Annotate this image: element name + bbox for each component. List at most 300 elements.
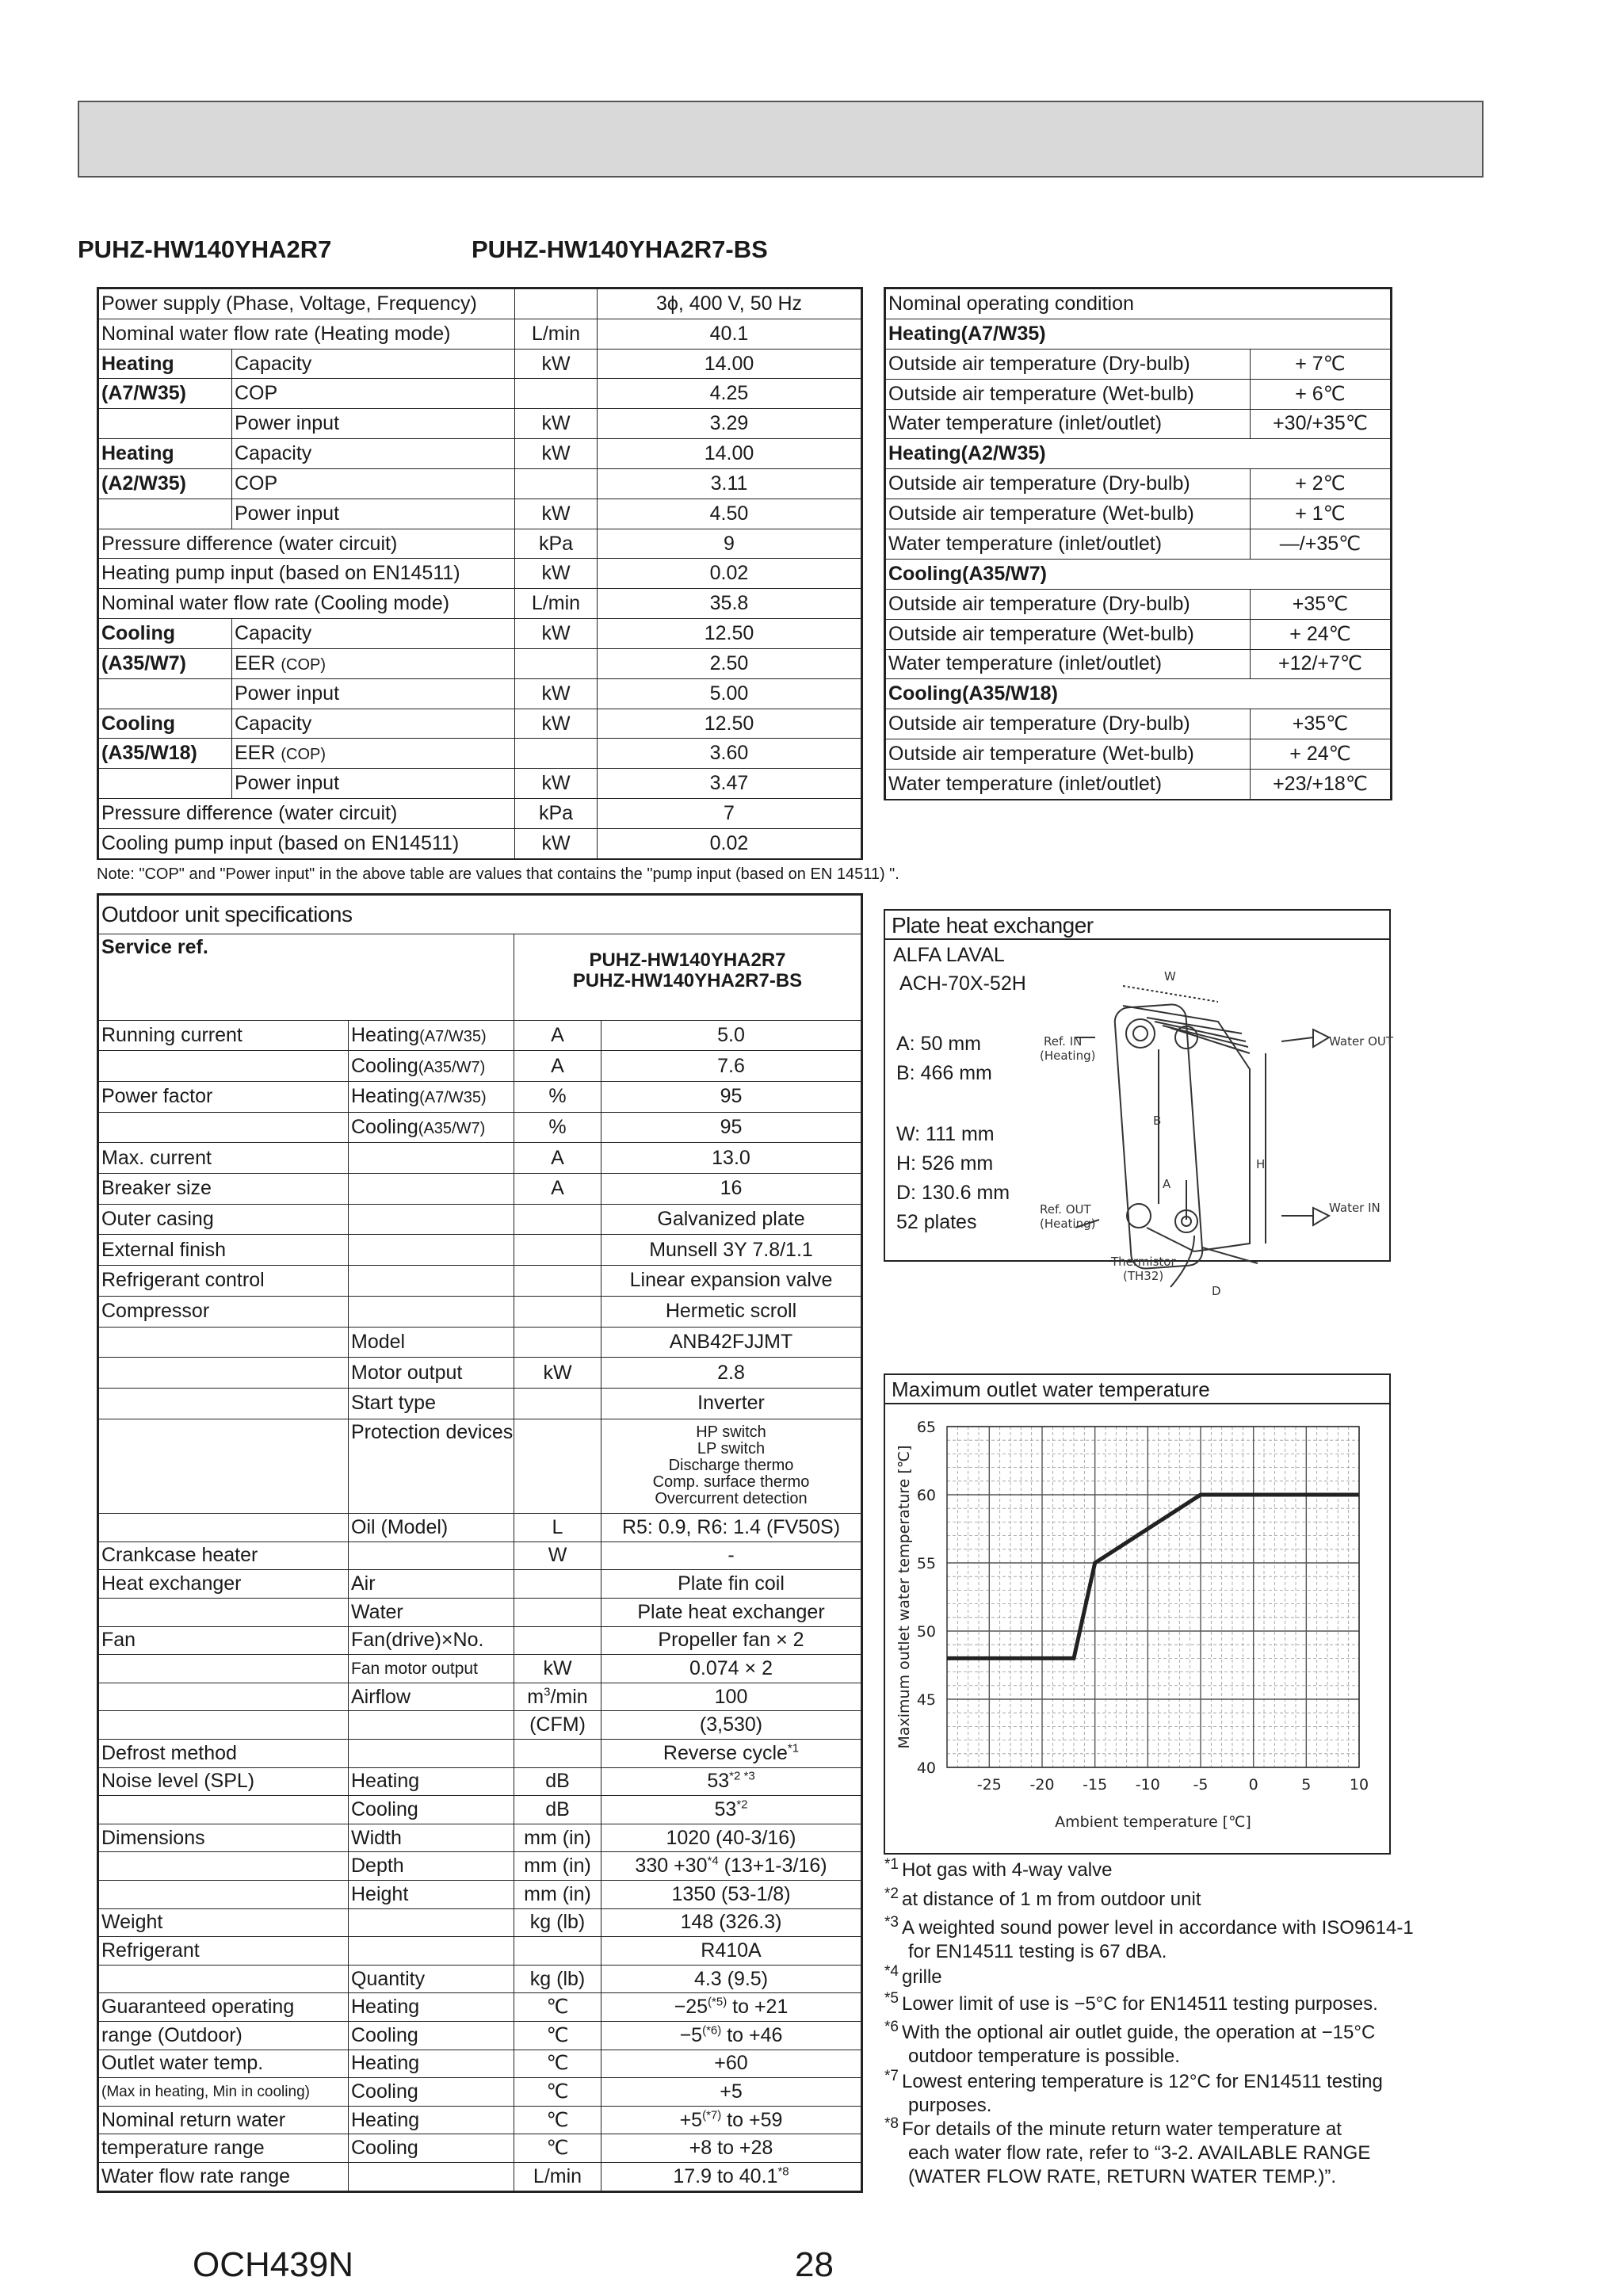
phe-label-h: H (1256, 1157, 1266, 1171)
nominal-row (886, 770, 1391, 800)
perf-sub: Power input (232, 678, 515, 709)
outdoor-subitem (349, 1204, 514, 1235)
perf-group (99, 499, 232, 529)
y-tick-label: 60 (916, 1487, 936, 1504)
outdoor-row (99, 1824, 861, 1852)
outdoor-row (99, 1739, 861, 1767)
outdoor-subitem: Cooling (349, 2022, 514, 2050)
outdoor-value: +8 to +28 (601, 2134, 861, 2163)
perf-sub: Power input (232, 769, 515, 799)
x-tick-label: -15 (1083, 1776, 1108, 1794)
outdoor-subitem: Heating (349, 1767, 514, 1796)
footnote-text: each water flow rate, refer to “3-2. AVAILABLE RANGE (908, 2142, 1371, 2164)
nominal-heading: Cooling(A35/W7) (886, 559, 1391, 589)
perf-label: Pressure difference (water circuit) (99, 529, 515, 559)
perf-unit: kW (515, 619, 598, 649)
footnote (884, 2115, 1439, 2189)
outdoor-subitem (349, 1143, 514, 1174)
x-axis-label: Ambient temperature [℃] (1055, 1813, 1251, 1831)
perf-value: 5.00 (598, 678, 861, 709)
outdoor-row (99, 1881, 861, 1909)
outdoor-value: 4.3 (9.5) (601, 1965, 861, 1993)
x-tick-label: 5 (1301, 1776, 1312, 1794)
outdoor-subitem (349, 1266, 514, 1297)
outdoor-item (99, 1327, 349, 1358)
perf-value: 3.29 (598, 409, 861, 439)
phe-dim: D: 130.6 mm (896, 1182, 1010, 1204)
outdoor-value: Plate fin coil (601, 1570, 861, 1599)
footnote-text: purposes. (908, 2095, 992, 2116)
footnote-text: Hot gas with 4-way valve (901, 1859, 1113, 1881)
nominal-row (886, 439, 1391, 469)
footnote-text: With the optional air outlet guide, the operation at −15°C (901, 2022, 1376, 2043)
nominal-label: Outside air temperature (Wet-bulb) (886, 379, 1251, 409)
perf-row (99, 739, 861, 769)
phe-label-w: W (1164, 969, 1176, 984)
outdoor-item: Outlet water temp. (99, 2050, 349, 2078)
perf-row (99, 499, 861, 529)
perf-row (99, 828, 861, 858)
outdoor-value: Plate heat exchanger (601, 1598, 861, 1626)
outdoor-value: 13.0 (601, 1143, 861, 1174)
protection-item: LP switch (697, 1440, 766, 1458)
outdoor-unit: ℃ (514, 2106, 601, 2134)
outdoor-row (99, 1626, 861, 1655)
outdoor-row (99, 1174, 861, 1205)
outdoor-subitem: Water (349, 1598, 514, 1626)
outdoor-row (99, 1388, 861, 1419)
outdoor-item: Fan (99, 1626, 349, 1655)
footnote-text: For details of the minute return water temperature at (901, 2118, 1342, 2140)
outdoor-value: (3,530) (601, 1711, 861, 1740)
outdoor-subitem (349, 1711, 514, 1740)
outdoor-item (99, 1598, 349, 1626)
perf-unit: kW (515, 828, 598, 858)
perf-unit: L/min (515, 319, 598, 349)
perf-row (99, 589, 861, 619)
outdoor-row (99, 1358, 861, 1389)
phe-dim: H: 526 mm (896, 1152, 994, 1175)
phe-heating-1: (Heating) (1040, 1049, 1096, 1063)
outdoor-subitem (349, 1937, 514, 1966)
outdoor-item (99, 1965, 349, 1993)
perf-row (99, 559, 861, 589)
outdoor-value: $-5^{(*6)}$ to +46 (601, 2022, 861, 2050)
footnote-text: at distance of 1 m from outdoor unit (901, 1889, 1201, 1910)
outdoor-unit: A (514, 1143, 601, 1174)
perf-unit (515, 289, 598, 319)
outdoor-subitem: Cooling (349, 2134, 514, 2163)
phe-water-out: Water OUT (1329, 1034, 1394, 1049)
outdoor-value: R5: 0.9, R6: 1.4 (FV50S) (601, 1514, 861, 1542)
outdoor-value: Hermetic scroll (601, 1296, 861, 1327)
protection-item: Discharge thermo (668, 1457, 794, 1475)
outdoor-row (99, 1020, 861, 1051)
y-tick-label: 65 (916, 1419, 936, 1436)
nominal-row (886, 589, 1391, 619)
footnote-text: for EN14511 testing is 67 dBA. (908, 1941, 1167, 1962)
outdoor-unit: kW (514, 1358, 601, 1389)
outdoor-item (99, 1711, 349, 1740)
footnote-text: grille (901, 1966, 942, 1988)
perf-value: 3.60 (598, 739, 861, 769)
outdoor-subitem: Heating (349, 2106, 514, 2134)
outdoor-value: +5 (601, 2078, 861, 2107)
outdoor-row (99, 1419, 861, 1513)
perf-unit (515, 379, 598, 409)
outdoor-row (99, 2078, 861, 2107)
outdoor-unit: ℃ (514, 1993, 601, 2022)
outdoor-unit (514, 1204, 601, 1235)
outdoor-unit (514, 1327, 601, 1358)
perf-label: Pressure difference (water circuit) (99, 799, 515, 829)
footnote-mark: *5 (884, 1990, 899, 2007)
outdoor-item (99, 1419, 349, 1513)
outdoor-item: Crankcase heater (99, 1541, 349, 1570)
footnote (884, 2021, 1439, 2069)
outdoor-row (99, 2050, 861, 2078)
outdoor-item (99, 1655, 349, 1683)
nominal-value: +23/+18℃ (1251, 770, 1391, 800)
footnote-text: outdoor temperature is possible. (908, 2046, 1180, 2067)
nominal-label: Water temperature (inlet/outlet) (886, 529, 1251, 560)
performance-table (97, 287, 863, 860)
nominal-heading: Cooling(A35/W18) (886, 679, 1391, 709)
perf-unit: kW (515, 439, 598, 469)
perf-value: 4.25 (598, 379, 861, 409)
nominal-condition-table (884, 287, 1392, 800)
protection-item: HP switch (696, 1423, 766, 1442)
outdoor-value: ANB42FJJMT (601, 1327, 861, 1358)
footnote-mark: *1 (884, 1856, 899, 1873)
outdoor-subitem (349, 1908, 514, 1937)
outdoor-unit: ℃ (514, 2078, 601, 2107)
outdoor-row (99, 1852, 861, 1881)
outdoor-spec-table (97, 893, 863, 2193)
phe-dim: A: 50 mm (896, 1033, 981, 1055)
outdoor-item (99, 1388, 349, 1419)
outdoor-unit: mm (in) (514, 1881, 601, 1909)
service-ref-a: PUHZ-HW140YHA2R7 (589, 949, 786, 972)
outdoor-subitem: Air (349, 1570, 514, 1599)
outdoor-row (99, 1143, 861, 1174)
outdoor-value: 95 (601, 1081, 861, 1112)
outdoor-row (99, 1296, 861, 1327)
footnote-text: A weighted sound power level in accordance with ISO9614-1 (901, 1917, 1414, 1939)
perf-group: (A7/W35) (99, 379, 232, 409)
outdoor-value: 0.074 × 2 (601, 1655, 861, 1683)
outdoor-value: 53$^{*2}$ (601, 1796, 861, 1824)
perf-group (99, 409, 232, 439)
nominal-value: —/+35℃ (1251, 529, 1391, 560)
outdoor-item: Nominal return water (99, 2106, 349, 2134)
perf-value: 0.02 (598, 828, 861, 858)
footnote (884, 1916, 1439, 1964)
outdoor-row (99, 1051, 861, 1082)
phe-ref-out: Ref. OUT (1040, 1202, 1091, 1217)
perf-unit: kW (515, 769, 598, 799)
model-title-b: PUHZ-HW140YHA2R7-BS (472, 235, 768, 263)
outdoor-unit: A (514, 1051, 601, 1082)
perf-label: Nominal water flow rate (Cooling mode) (99, 589, 515, 619)
outdoor-value: 5.0 (601, 1020, 861, 1051)
perf-label: Power supply (Phase, Voltage, Frequency) (99, 289, 515, 319)
doc-number: OCH439N (193, 2245, 353, 2284)
outdoor-subitem: Cooling(A35/W7) (349, 1051, 514, 1082)
y-tick-label: 40 (916, 1759, 936, 1777)
outdoor-subitem: Height (349, 1881, 514, 1909)
outdoor-row (99, 1266, 861, 1297)
outdoor-subitem: Width (349, 1824, 514, 1852)
outdoor-subitem (349, 1174, 514, 1205)
phe-model: ACH-70X-52H (899, 972, 1026, 995)
perf-value: 40.1 (598, 319, 861, 349)
outdoor-item: Compressor (99, 1296, 349, 1327)
outdoor-row (99, 1711, 861, 1740)
perf-group: Cooling (99, 619, 232, 649)
outdoor-unit (514, 1739, 601, 1767)
outdoor-row (99, 1327, 861, 1358)
outdoor-value: Inverter (601, 1388, 861, 1419)
footnote-mark: *6 (884, 2019, 899, 2035)
phe-title: Plate heat exchanger (885, 911, 1389, 940)
perf-group: (A35/W18) (99, 739, 232, 769)
outdoor-item: Heat exchanger (99, 1570, 349, 1599)
phe-thermistor: Thermistor (1111, 1255, 1176, 1269)
perf-unit: kW (515, 709, 598, 739)
nominal-label: Outside air temperature (Dry-bulb) (886, 589, 1251, 619)
nominal-label: Outside air temperature (Wet-bulb) (886, 619, 1251, 649)
perf-label: Heating pump input (based on EN14511) (99, 559, 515, 589)
outdoor-subitem: Cooling(A35/W7) (349, 1112, 514, 1143)
y-tick-label: 55 (916, 1555, 936, 1572)
nominal-value: + 24℃ (1251, 619, 1391, 649)
phe-maker: ALFA LAVAL (893, 944, 1005, 966)
nominal-row (886, 559, 1391, 589)
nominal-value: + 6℃ (1251, 379, 1391, 409)
perf-value: 14.00 (598, 439, 861, 469)
outdoor-subitem (349, 1541, 514, 1570)
outdoor-value: Linear expansion valve (601, 1266, 861, 1297)
outdoor-subitem (349, 1296, 514, 1327)
outdoor-subitem: Model (349, 1327, 514, 1358)
outdoor-row (99, 1655, 861, 1683)
nominal-row (886, 619, 1391, 649)
outdoor-subitem: Depth (349, 1852, 514, 1881)
phe-th32: (TH32) (1123, 1269, 1164, 1283)
outdoor-item: Power factor (99, 1081, 349, 1112)
outdoor-item: Water flow rate range (99, 2163, 349, 2191)
nominal-row (886, 649, 1391, 679)
outdoor-unit (514, 1937, 601, 1966)
nominal-label: Outside air temperature (Wet-bulb) (886, 499, 1251, 529)
outdoor-subitem: Heating(A7/W35) (349, 1081, 514, 1112)
outdoor-value: +60 (601, 2050, 861, 2078)
protection-label: Protection devices (349, 1419, 514, 1513)
outdoor-item: Max. current (99, 1143, 349, 1174)
perf-row (99, 799, 861, 829)
outdoor-value: - (601, 1541, 861, 1570)
outdoor-item: Refrigerant (99, 1937, 349, 1966)
outdoor-unit (514, 1598, 601, 1626)
outdoor-item: Breaker size (99, 1174, 349, 1205)
nominal-label: Water temperature (inlet/outlet) (886, 649, 1251, 679)
nominal-label: Water temperature (inlet/outlet) (886, 770, 1251, 800)
nominal-row (886, 709, 1391, 739)
outdoor-value: Reverse cycle$^{*1}$ (601, 1739, 861, 1767)
outdoor-subitem: Start type (349, 1388, 514, 1419)
outdoor-value: 95 (601, 1112, 861, 1143)
outdoor-unit: kg (lb) (514, 1965, 601, 1993)
outdoor-value: $-25^{(*5)}$ to +21 (601, 1993, 861, 2022)
chart-title: Maximum outlet water temperature (885, 1375, 1389, 1404)
phe-water-in: Water IN (1329, 1201, 1381, 1215)
nominal-row (886, 469, 1391, 499)
perf-sub: COP (232, 468, 515, 499)
max-outlet-temp-chart (885, 1404, 1389, 1853)
perf-row (99, 769, 861, 799)
outdoor-value: 1020 (40-3/16) (601, 1824, 861, 1852)
outdoor-unit: (CFM) (514, 1711, 601, 1740)
perf-value: 35.8 (598, 589, 861, 619)
outdoor-item: Weight (99, 1908, 349, 1937)
perf-group: Cooling (99, 709, 232, 739)
footnote-mark: *3 (884, 1914, 899, 1931)
outdoor-unit: mm (in) (514, 1824, 601, 1852)
x-tick-label: 10 (1349, 1776, 1369, 1794)
footnote-text: Lower limit of use is −5°C for EN14511 testing purposes. (901, 1993, 1378, 2015)
x-tick-label: -10 (1135, 1776, 1160, 1794)
outdoor-row (99, 1937, 861, 1966)
phe-label-a: A (1163, 1177, 1171, 1191)
outdoor-item: External finish (99, 1235, 349, 1266)
outdoor-item (99, 1852, 349, 1881)
nominal-row (886, 739, 1391, 770)
perf-row (99, 319, 861, 349)
outdoor-unit: L (514, 1514, 601, 1542)
outdoor-subitem: Fan(drive)×No. (349, 1626, 514, 1655)
outdoor-row (99, 2134, 861, 2163)
perf-unit (515, 648, 598, 678)
nominal-row (886, 319, 1391, 349)
perf-unit (515, 468, 598, 499)
outdoor-item: Running current (99, 1020, 349, 1051)
phe-dim: W: 111 mm (896, 1123, 995, 1145)
outdoor-row (99, 1112, 861, 1143)
outdoor-unit: % (514, 1112, 601, 1143)
outdoor-value: 100 (601, 1683, 861, 1711)
perf-group (99, 678, 232, 709)
outdoor-unit: dB (514, 1796, 601, 1824)
outdoor-item: Dimensions (99, 1824, 349, 1852)
outdoor-value: 7.6 (601, 1051, 861, 1082)
perf-value: 3.11 (598, 468, 861, 499)
outdoor-unit: $m^3/\min$ (514, 1683, 601, 1711)
outdoor-item: range (Outdoor) (99, 2022, 349, 2050)
outdoor-unit (514, 1570, 601, 1599)
footnote-text: Lowest entering temperature is 12°C for EN14511 testing (901, 2071, 1383, 2092)
perf-row (99, 619, 861, 649)
y-tick-label: 45 (916, 1691, 936, 1709)
perf-sub: Capacity (232, 349, 515, 379)
outdoor-unit: dB (514, 1767, 601, 1796)
outdoor-value: 17.9 to 40.1$^{*8}$ (601, 2163, 861, 2191)
perf-unit (515, 739, 598, 769)
outdoor-unit: % (514, 1081, 601, 1112)
nominal-label: Outside air temperature (Wet-bulb) (886, 739, 1251, 770)
outdoor-item: Refrigerant control (99, 1266, 349, 1297)
perf-group (99, 769, 232, 799)
perf-row (99, 349, 861, 379)
perf-sub: Power input (232, 409, 515, 439)
outdoor-unit: A (514, 1174, 601, 1205)
nominal-row (886, 409, 1391, 439)
perf-sub: Capacity (232, 709, 515, 739)
outdoor-row (99, 1796, 861, 1824)
outdoor-unit: ℃ (514, 2022, 601, 2050)
outdoor-row (99, 1514, 861, 1542)
nominal-row (886, 379, 1391, 409)
outdoor-item (99, 1112, 349, 1143)
perf-unit: kW (515, 349, 598, 379)
outdoor-row (99, 1570, 861, 1599)
outdoor-subitem: Heating(A7/W35) (349, 1020, 514, 1051)
phe-ref-in: Ref. IN (1044, 1034, 1083, 1049)
outdoor-value: 16 (601, 1174, 861, 1205)
nominal-title: Nominal operating condition (886, 289, 1391, 319)
perf-value: 14.00 (598, 349, 861, 379)
outdoor-subitem: Cooling (349, 1796, 514, 1824)
max-outlet-temp-chart-box (884, 1373, 1391, 1855)
perf-label: Nominal water flow rate (Heating mode) (99, 319, 515, 349)
perf-label: Cooling pump input (based on EN14511) (99, 828, 515, 858)
protection-item: Overcurrent detection (655, 1490, 808, 1508)
nominal-value: +30/+35℃ (1251, 409, 1391, 439)
perf-value: 12.50 (598, 619, 861, 649)
nominal-value: + 7℃ (1251, 349, 1391, 379)
outdoor-row (99, 1541, 861, 1570)
performance-note: Note: "COP" and "Power input" in the above table are values that contains the "pump input (based on EN 14511) ". (97, 865, 899, 883)
perf-unit: kPa (515, 529, 598, 559)
footnote (884, 1992, 1439, 2016)
outdoor-item: Defrost method (99, 1739, 349, 1767)
perf-row (99, 678, 861, 709)
perf-sub: EER (COP) (232, 648, 515, 678)
footnote-mark: *4 (884, 1963, 899, 1980)
perf-group: (A2/W35) (99, 468, 232, 499)
outdoor-subitem: Heating (349, 2050, 514, 2078)
nominal-value: + 1℃ (1251, 499, 1391, 529)
plate-heat-exchanger-box (884, 909, 1394, 1298)
model-title-a: PUHZ-HW140YHA2R7 (78, 235, 332, 263)
perf-unit: L/min (515, 589, 598, 619)
nominal-row (886, 499, 1391, 529)
nominal-label: Water temperature (inlet/outlet) (886, 409, 1251, 439)
perf-value: 0.02 (598, 559, 861, 589)
perf-row (99, 289, 861, 319)
outdoor-subitem (349, 1235, 514, 1266)
outdoor-unit: L/min (514, 2163, 601, 2191)
outdoor-unit (514, 1266, 601, 1297)
perf-sub: EER (COP) (232, 739, 515, 769)
perf-unit: kW (515, 678, 598, 709)
outdoor-item (99, 1796, 349, 1824)
outdoor-row (99, 1598, 861, 1626)
phe-dim: B: 466 mm (896, 1062, 992, 1084)
perf-group: Heating (99, 439, 232, 469)
perf-value: 7 (598, 799, 861, 829)
nominal-value: +35℃ (1251, 589, 1391, 619)
